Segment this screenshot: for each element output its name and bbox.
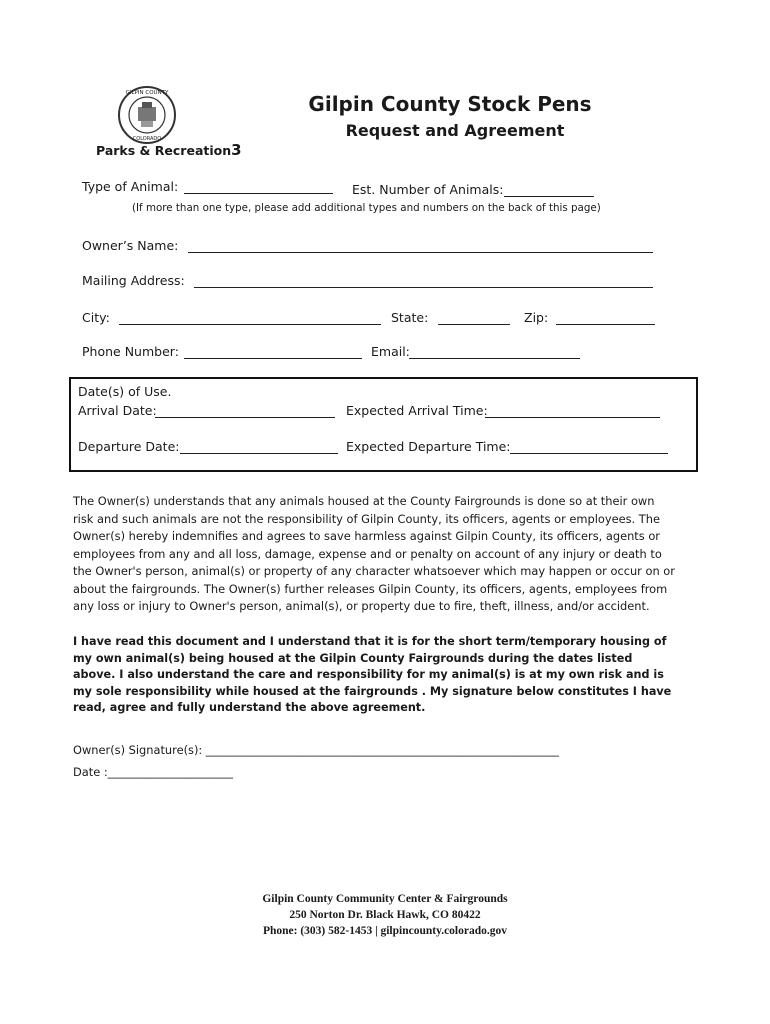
departure-time-label: Expected Departure Time:: [346, 439, 511, 454]
arrival-time-label: Expected Arrival Time:: [346, 403, 488, 418]
animal-type-field[interactable]: [184, 193, 333, 194]
zip-field[interactable]: [556, 324, 655, 325]
acknowledgement-paragraph: I have read this document and I understand that it is for the short term/temporary housing of my own animal(s) being housed at the Gilpin County Fairgrounds during the dates listed above. I also understand the care and responsibility for my animal(s) is at my own risk and is my sole responsibility while housed at the fairgrounds . My signature below constitutes I have read, agree and fully understand the above agreement.: [73, 635, 672, 714]
owner-name-label: Owner’s Name:: [82, 238, 179, 253]
liability-paragraph: The Owner(s) understands that any animals housed at the County Fairgrounds is done so at their own risk and such animals are not the responsibility of Gilpin County, its officers, agents or employees. The Owner(s) hereby indemnifies and agrees to save harmless against Gilpin County, its officers, agents or employees from any and all loss, damage, expense and or penalty on account of any injury or death to the Owner's person, animal(s) or property of any character whatsoever which may happen or occur on or about the fairgrounds. The Owner(s) further releases Gilpin County, its officers, agents, employees from any loss or injury to Owner's person, animal(s), or property due to fire, theft, illness, and/or accident.: [73, 494, 675, 613]
zip-label: Zip:: [524, 310, 549, 325]
seal-top-text: GILPIN COUNTY: [125, 90, 169, 96]
mailing-address-label: Mailing Address:: [82, 273, 185, 288]
arrival-time-field[interactable]: [485, 417, 660, 418]
seal-bottom-text: COLORADO: [132, 136, 162, 142]
footer-address: [0, 891, 770, 939]
owner-name-field[interactable]: [188, 252, 653, 253]
footer-line-1: Gilpin County Community Center & Fairgrounds: [262, 893, 508, 905]
footer-line-2: 250 Norton Dr. Black Hawk, CO 80422: [289, 909, 481, 921]
animal-count-label: Est. Number of Animals:: [352, 182, 504, 197]
animal-note: (If more than one type, please add additional types and numbers on the back of this page): [132, 202, 601, 214]
arrival-date-label: Arrival Date:: [78, 403, 157, 418]
mailing-address-field[interactable]: [194, 287, 653, 288]
page-title: Gilpin County Stock Pens: [308, 92, 592, 116]
city-label: City:: [82, 310, 110, 325]
animal-count-field[interactable]: [504, 196, 594, 197]
page-subtitle: Request and Agreement: [345, 121, 565, 140]
department-mark: 3: [231, 141, 242, 159]
state-field[interactable]: [438, 324, 510, 325]
city-field[interactable]: [119, 324, 381, 325]
phone-label: Phone Number:: [82, 344, 179, 359]
footer-line-3: Phone: (303) 582-1453 | gilpincounty.colorado.gov: [262, 925, 508, 937]
signature-date-field[interactable]: Date :______________________: [73, 765, 233, 779]
departure-date-field[interactable]: [180, 453, 338, 454]
arrival-date-field[interactable]: [155, 417, 335, 418]
phone-field[interactable]: [184, 358, 362, 359]
dates-heading: Date(s) of Use.: [78, 384, 172, 399]
owner-signature-field[interactable]: Owner(s) Signature(s): ______________________________________________________________: [73, 743, 559, 757]
departure-time-field[interactable]: [510, 453, 668, 454]
animal-type-label: Type of Animal:: [82, 179, 179, 194]
state-label: State:: [391, 310, 429, 325]
email-label: Email:: [371, 344, 410, 359]
departure-date-label: Departure Date:: [78, 439, 180, 454]
email-field[interactable]: [409, 358, 580, 359]
department-name: Parks & Recreation3: [96, 141, 242, 159]
